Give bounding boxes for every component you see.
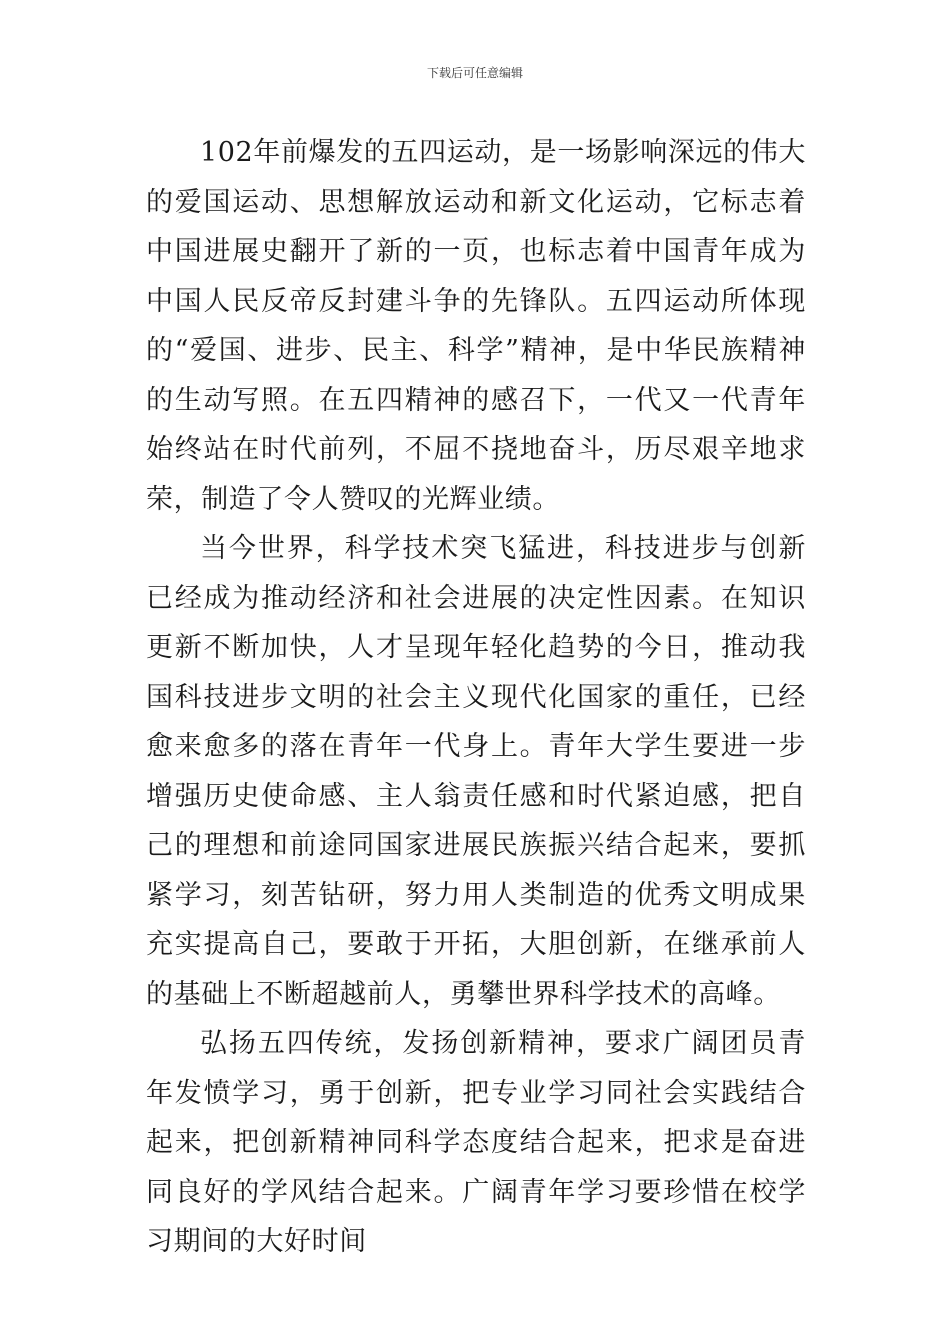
page-header: 下载后可任意编辑: [426, 66, 523, 80]
paragraph-2: 当今世界，科学技术突飞猛进，科技进步与创新已经成为推动经济和社会进展的决定性因素。在知识更新不断加快，人才呈现年轻化趋势的今日，推动我国科技进步文明的社会主义现代化国家的重任，已经愈来愈多的落在青年一代身上。青年大学生要进一步增强历史使命感、主人翁责任感和时代紧迫感，把自己的理想和前途同国家进展民族振兴结合起来，要抓紧学习，刻苦钻研，努力用人类制造的优秀文明成果充实提高自己，要敢于开拓，大胆创新，在继承前人的基础上不断超越前人，勇攀世界科学技术的高峰。: [146, 533, 806, 1010]
paragraph-1: 102年前爆发的五四运动，是一场影响深远的伟大的爱国运动、思想解放运动和新文化运动，它标志着中国进展史翻开了新的一页，也标志着中国青年成为中国人民反帝反封建斗争的先锋队。五四运动所体现的“爱国、进步、民主、科学”精神，是中华民族精神的生动写照。在五四精神的感召下，一代又一代青年始终站在时代前列，不屈不挠地奋斗，历尽艰辛地求荣，制造了令人赞叹的光辉业绩。: [146, 137, 806, 515]
paragraph-3: 弘扬五四传统，发扬创新精神，要求广阔团员青年发愤学习，勇于创新，把专业学习同社会实践结合起来，把创新精神同科学态度结合起来，把求是奋进同良好的学风结合起来。广阔青年学习要珍惜在校学习期间的大好时间: [146, 1028, 806, 1257]
document-body: [146, 128, 806, 1267]
